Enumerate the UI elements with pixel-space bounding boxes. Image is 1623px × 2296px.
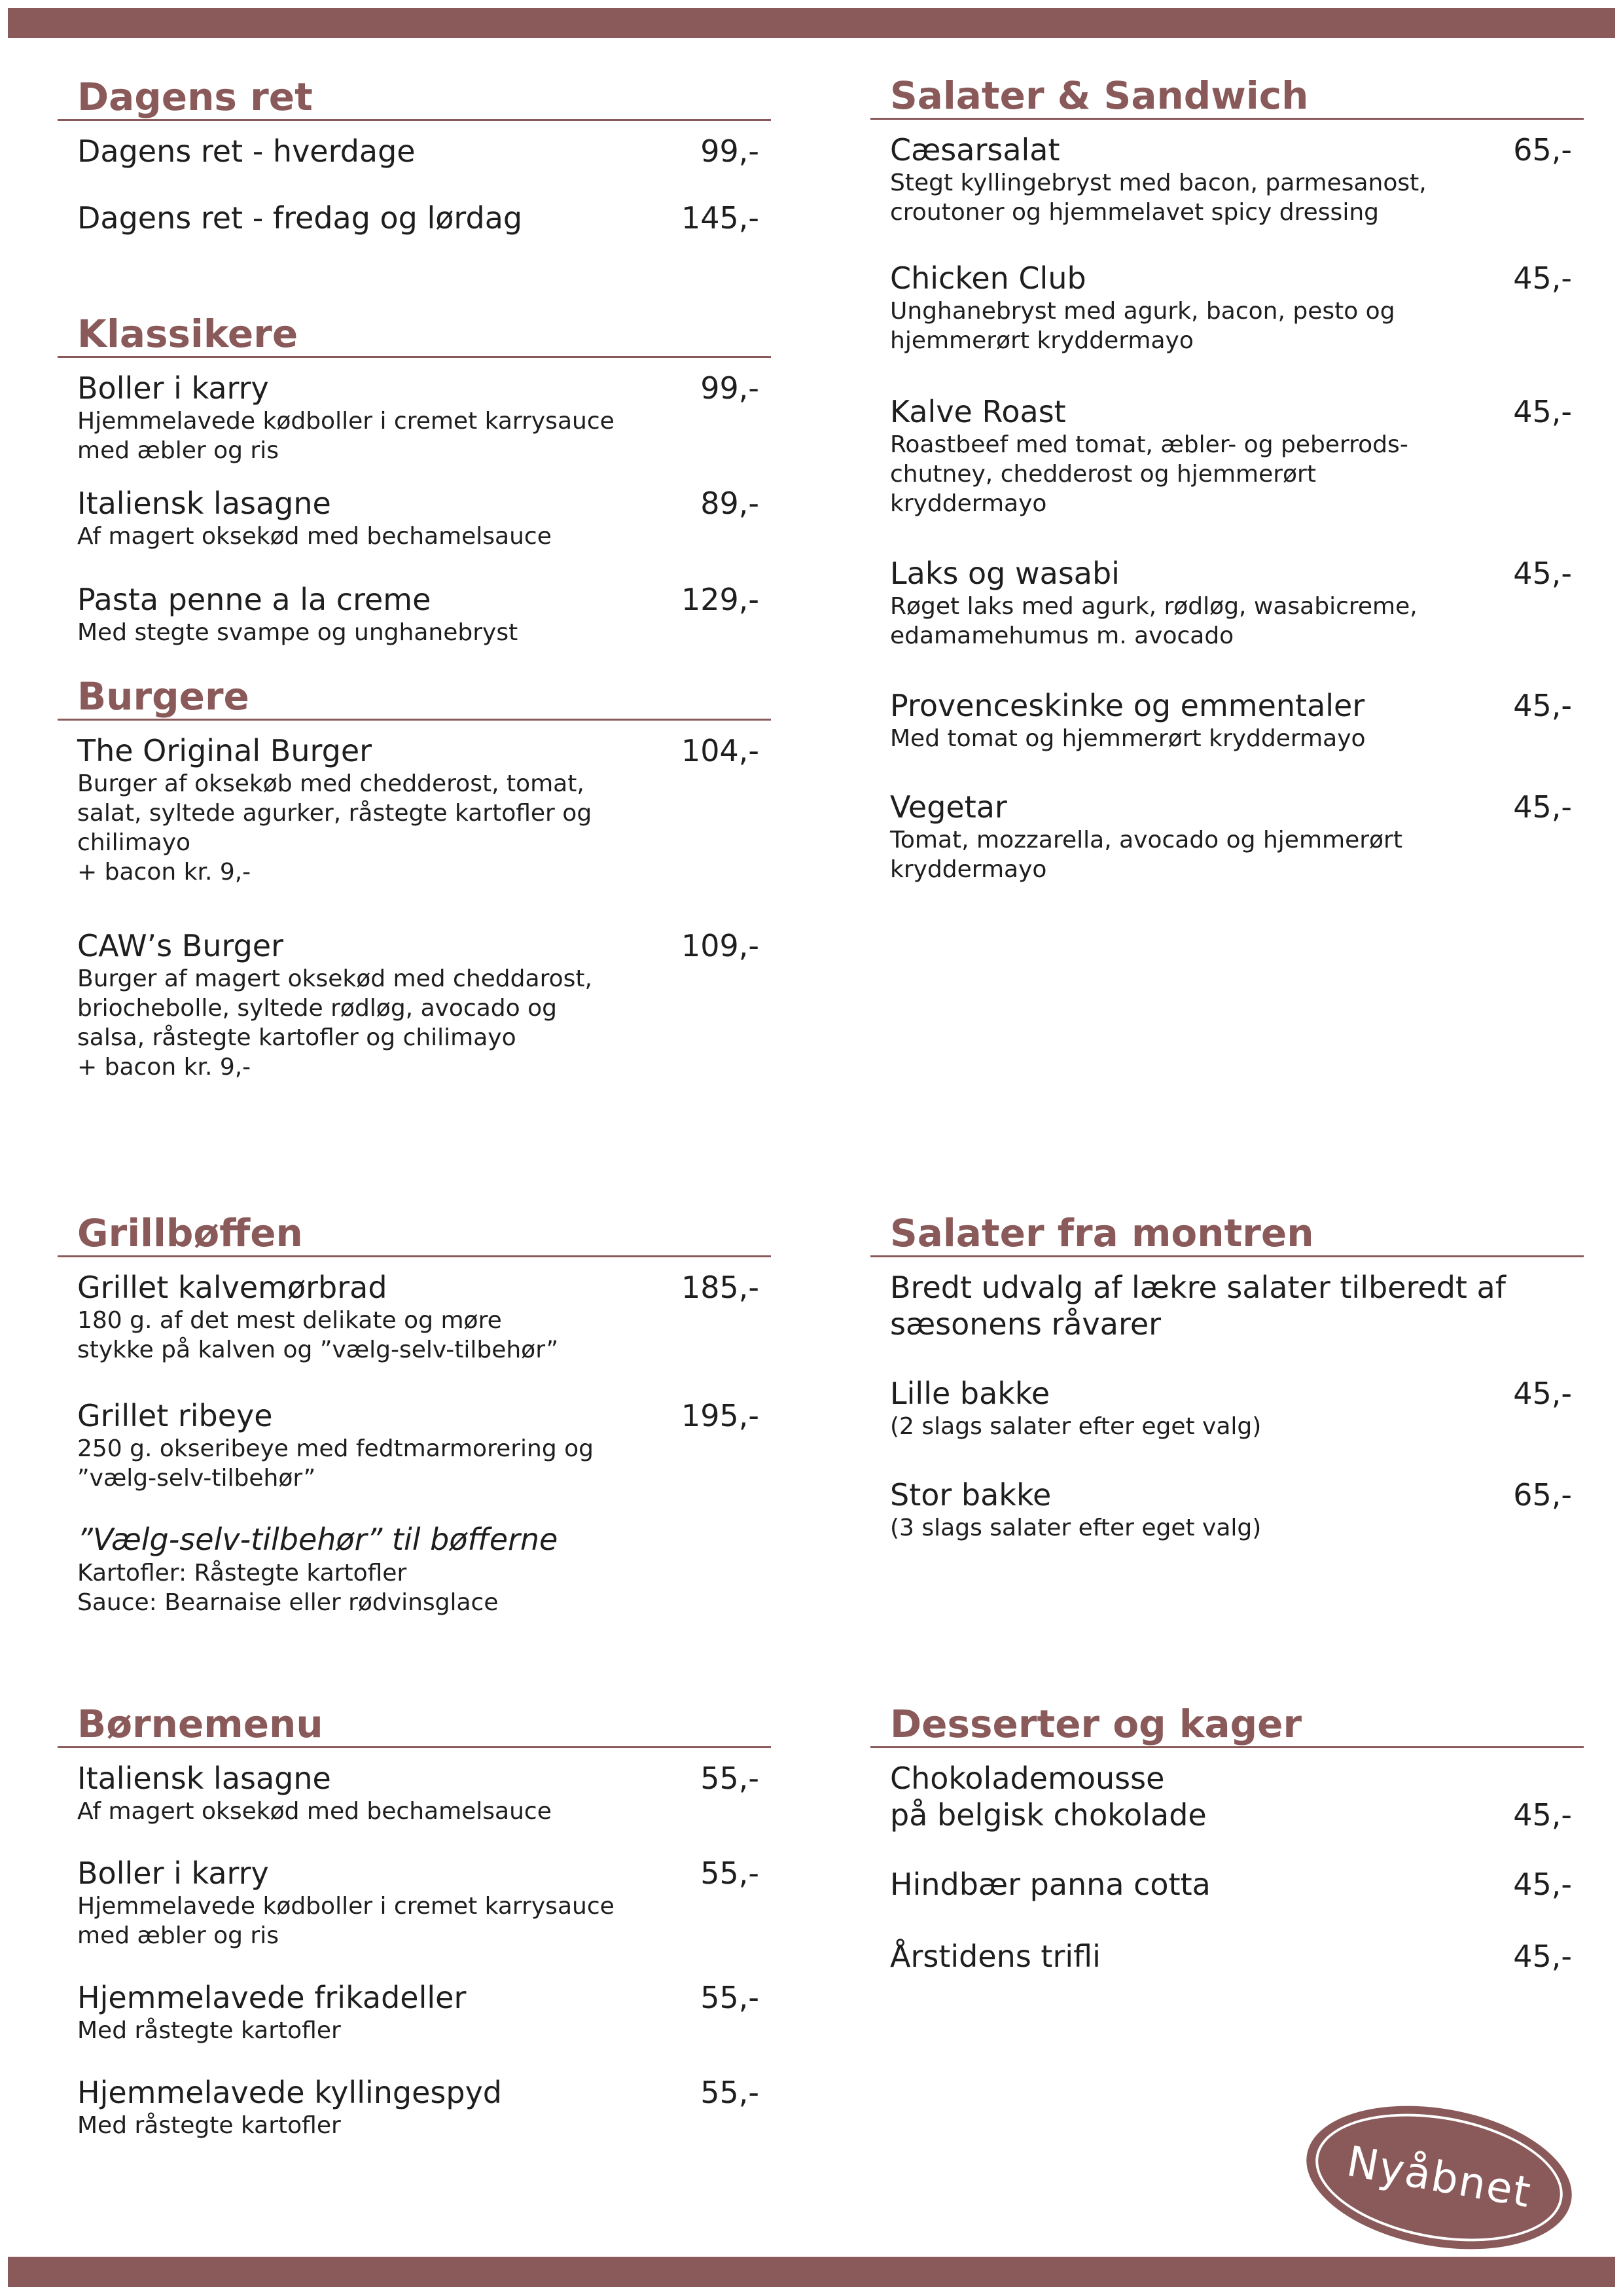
side-dish-title: ”Vælg-selv-tilbehør” til bøfferne (77, 1522, 558, 1557)
item-name: Italiensk lasagne (77, 1761, 331, 1796)
item-name: Provenceskinke og emmentaler (890, 688, 1365, 723)
item-name: Boller i karry (77, 370, 269, 406)
section-title: Klassikere (77, 312, 298, 356)
item-price: 185,- (681, 1270, 759, 1305)
section-bornemenu (58, 1698, 771, 2174)
menu-item (870, 555, 1584, 651)
item-description: Af magert oksekød med bechamelsauce (77, 1798, 552, 1825)
side-dish-info (58, 1520, 771, 1617)
item-name: Kalve Roast (890, 394, 1066, 429)
side-dish-potatoes: Kartofler: Råstegte kartofler (77, 1560, 407, 1587)
intro-text: Bredt udvalg af lækre salater tilberedt af sæsonens råvarer (890, 1270, 1506, 1342)
item-name: Hindbær panna cotta (890, 1867, 1211, 1902)
section-title: Dagens ret (77, 75, 313, 119)
item-price: 89,- (700, 486, 759, 521)
menu-item (870, 260, 1584, 355)
item-price: 45,- (1513, 1867, 1572, 1902)
section-divider (58, 1746, 771, 1748)
item-name: Laks og wasabi (890, 556, 1120, 591)
section-title: Burgere (77, 674, 249, 719)
item-name: Vegetar (890, 789, 1007, 825)
section-title: Desserter og kager (890, 1702, 1302, 1746)
item-price: 104,- (681, 733, 759, 768)
menu-item (58, 370, 771, 465)
section-salater-fra-montren (870, 1207, 1584, 1577)
item-description: Med tomat og hjemmerørt kryddermayo (890, 725, 1366, 752)
menu-item (870, 1938, 1584, 1975)
item-description: Burger af oksekøb med chedderost, tomat, salat, syltede agurker, råstegte kartofler og chilimayo + bacon kr. 9,- (77, 770, 592, 886)
item-price: 55,- (700, 1856, 759, 1891)
item-price: 45,- (1513, 688, 1572, 723)
section-intro (870, 1269, 1584, 1342)
item-description: Hjemmelavede kødboller i cremet karrysauce med æbler og ris (77, 1893, 615, 1949)
item-price: 45,- (1513, 1797, 1572, 1833)
menu-item (58, 2074, 771, 2140)
section-desserter-og-kager (870, 1698, 1584, 2009)
item-name: Grillet ribeye (77, 1398, 273, 1433)
menu-item (58, 1269, 771, 1365)
item-description: Tomat, mozzarella, avocado og hjemmerørt kryddermayo (890, 827, 1402, 883)
item-description: Unghanebryst med agurk, bacon, pesto og hjemmerørt kryddermayo (890, 298, 1395, 354)
item-description: Med stegte svampe og unghanebryst (77, 619, 518, 646)
item-description: Stegt kyllingebryst med bacon, parmesanost, croutoner og hjemmelavet spicy dressing (890, 170, 1427, 226)
item-name: CAW’s Burger (77, 928, 283, 963)
item-name: Chokolademousse på belgisk chokolade (890, 1761, 1207, 1833)
section-title: Salater & Sandwich (890, 73, 1309, 118)
top-border-bar (8, 8, 1615, 38)
menu-item (58, 1979, 771, 2045)
side-dish-sauce: Sauce: Bearnaise eller rødvinsglace (77, 1589, 499, 1616)
section-divider (58, 1255, 771, 1257)
item-name: Lille bakke (890, 1376, 1050, 1411)
section-grillboffen (58, 1207, 771, 1617)
menu-item (870, 1375, 1584, 1441)
section-title: Børnemenu (77, 1702, 323, 1746)
menu-item (58, 200, 771, 236)
item-description: Røget laks med agurk, rødløg, wasabicreme, edamamehumus m. avocado (890, 593, 1418, 649)
item-name: Boller i karry (77, 1856, 269, 1891)
item-name: Stor bakke (890, 1477, 1052, 1513)
item-name: Grillet kalvemørbrad (77, 1270, 387, 1305)
section-dagens-ret (58, 71, 771, 270)
menu-item (58, 1397, 771, 1493)
section-title: Grillbøffen (77, 1211, 303, 1255)
bottom-border-bar (8, 2257, 1615, 2287)
menu-item (870, 132, 1584, 227)
nyabnet-badge (1295, 2087, 1583, 2269)
menu-item (58, 732, 771, 887)
menu-item (58, 927, 771, 1082)
item-price: 65,- (1513, 1477, 1572, 1513)
menu-item (58, 581, 771, 647)
item-price: 45,- (1513, 789, 1572, 825)
item-name: The Original Burger (77, 733, 372, 768)
item-description: 250 g. okseribeye med fedtmarmorering og ”vælg-selv-tilbehør” (77, 1435, 594, 1492)
item-name: Cæsarsalat (890, 132, 1060, 168)
item-description: Roastbeef med tomat, æbler- og peberrods- chutney, chedderost og hjemmerørt kryddermayo (890, 431, 1408, 517)
item-price: 45,- (1513, 556, 1572, 591)
menu-item (58, 1855, 771, 1950)
item-description: Af magert oksekød med bechamelsauce (77, 523, 552, 550)
section-divider (58, 356, 771, 358)
section-title: Salater fra montren (890, 1211, 1314, 1255)
item-description: (2 slags salater efter eget valg) (890, 1413, 1262, 1440)
item-name: Årstidens trifli (890, 1939, 1101, 1974)
item-price: 45,- (1513, 1939, 1572, 1974)
item-price: 145,- (681, 200, 759, 236)
item-description: 180 g. af det mest delikate og møre stykke på kalven og ”vælg-selv-tilbehør” (77, 1307, 559, 1363)
menu-item (870, 789, 1584, 884)
menu-item (58, 1760, 771, 1826)
menu-item (58, 133, 771, 170)
item-price: 65,- (1513, 132, 1572, 168)
item-description: Hjemmelavede kødboller i cremet karrysauce med æbler og ris (77, 408, 615, 464)
menu-item (870, 1760, 1584, 1833)
section-divider (58, 719, 771, 721)
item-price: 45,- (1513, 394, 1572, 429)
item-description: Med råstegte kartofler (77, 2112, 341, 2139)
item-price: 99,- (700, 134, 759, 169)
menu-item (870, 1477, 1584, 1543)
item-price: 55,- (700, 2075, 759, 2110)
item-description: Med råstegte kartofler (77, 2017, 341, 2044)
section-salater-sandwich (870, 69, 1584, 918)
item-price: 45,- (1513, 1376, 1572, 1411)
item-name: Dagens ret - hverdage (77, 134, 416, 169)
item-price: 129,- (681, 582, 759, 617)
item-price: 99,- (700, 370, 759, 406)
menu-item (58, 485, 771, 551)
section-klassikere (58, 308, 771, 681)
item-price: 45,- (1513, 260, 1572, 296)
item-description: Burger af magert oksekød med cheddarost, briochebolle, syltede rødløg, avocado og salsa, råstegte kartofler og chilimayo + bacon kr. 9,- (77, 965, 592, 1081)
menu-item (870, 1866, 1584, 1903)
item-name: Chicken Club (890, 260, 1086, 296)
item-name: Dagens ret - fredag og lørdag (77, 200, 523, 236)
item-name: Italiensk lasagne (77, 486, 331, 521)
item-price: 55,- (700, 1761, 759, 1796)
menu-item (870, 687, 1584, 753)
section-divider (58, 119, 771, 121)
section-burgere (58, 670, 771, 1116)
item-name: Hjemmelavede frikadeller (77, 1980, 467, 2015)
item-price: 55,- (700, 1980, 759, 2015)
badge-label: Nyåbnet (1343, 2137, 1535, 2218)
section-divider (870, 1255, 1584, 1257)
item-name: Pasta penne a la creme (77, 582, 431, 617)
section-divider (870, 118, 1584, 120)
item-description: (3 slags salater efter eget valg) (890, 1515, 1262, 1541)
item-price: 195,- (681, 1398, 759, 1433)
item-price: 109,- (681, 928, 759, 963)
menu-item (870, 393, 1584, 518)
section-divider (870, 1746, 1584, 1748)
item-name: Hjemmelavede kyllingespyd (77, 2075, 503, 2110)
